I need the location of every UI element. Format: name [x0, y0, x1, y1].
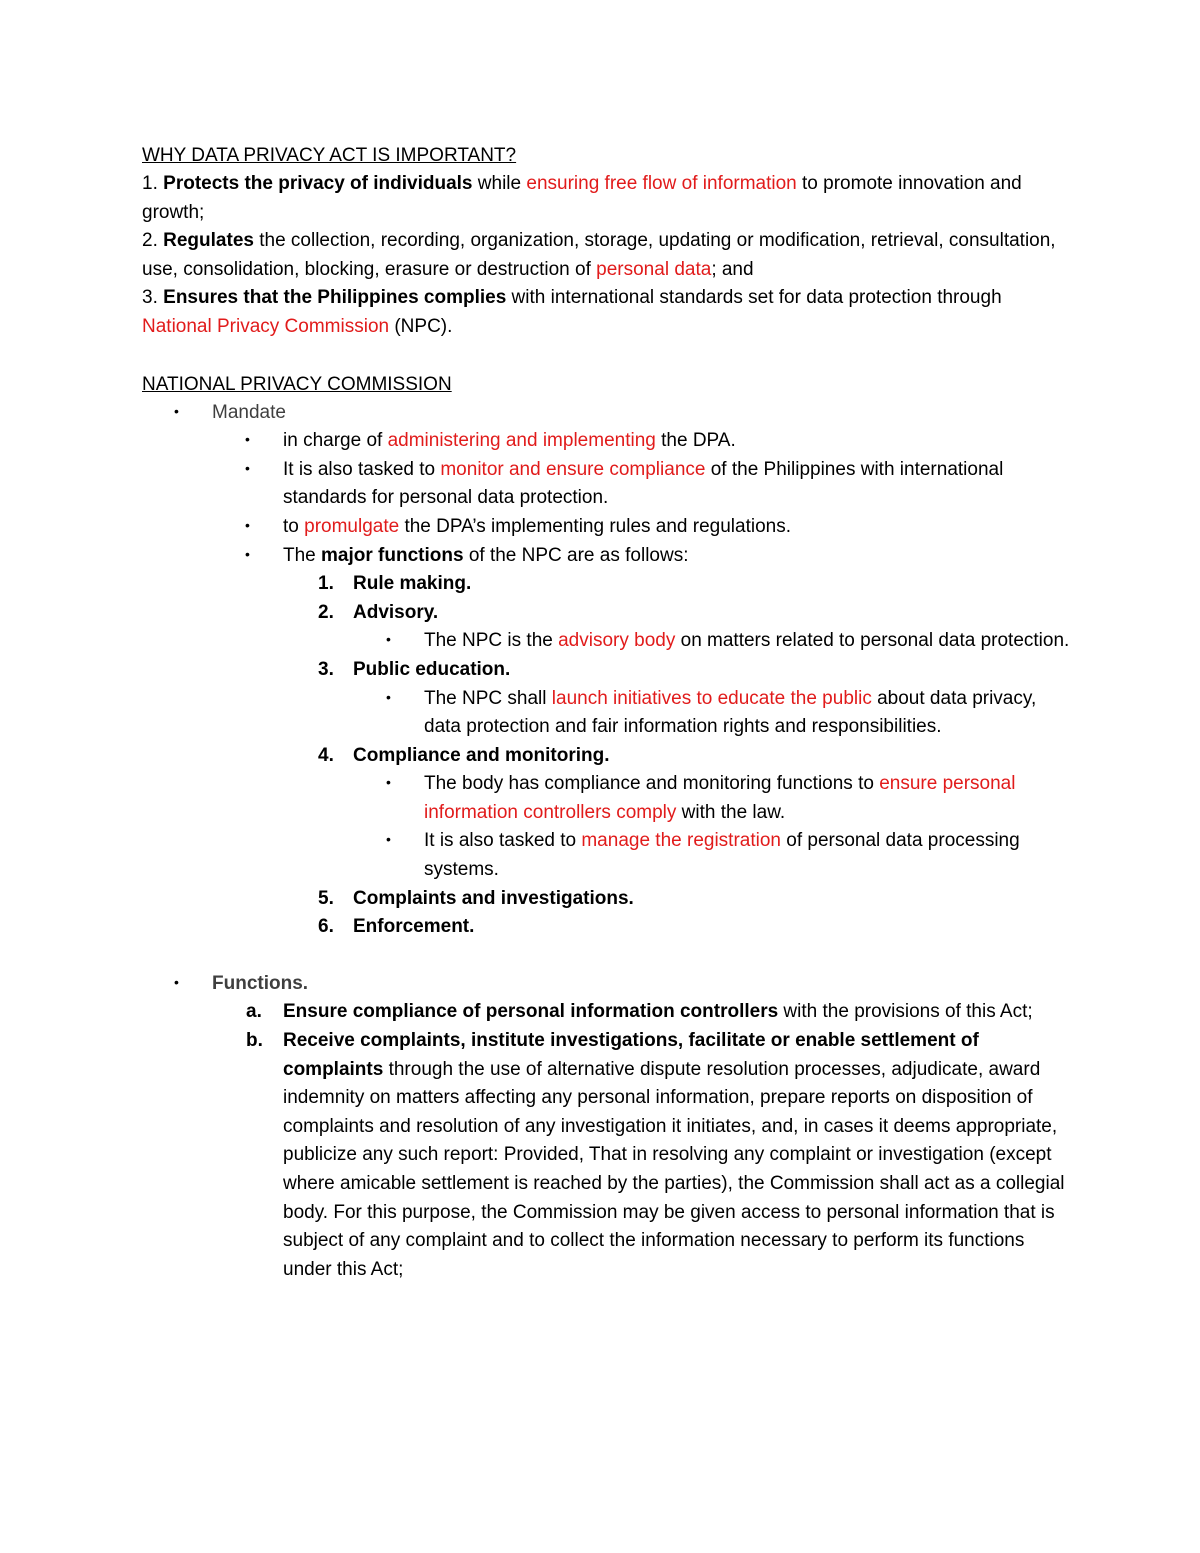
document-page: [142, 141, 1072, 1284]
function-5: 5. Complaints and investigations.: [318, 887, 634, 909]
bullet-icon: •: [386, 831, 391, 848]
bullet-icon: •: [245, 545, 250, 562]
importance-item-1: 1. Protects the privacy of individuals while ensuring free flow of information to promote innovation and growth;: [142, 173, 1022, 223]
bullet-icon: •: [174, 402, 179, 419]
function-3-bullet: • The NPC shall launch initiatives to educate the public about data privacy, data protection and fair information rights and responsibilities.: [142, 685, 1072, 742]
mandate-bullet-3: • to promulgate the DPA’s implementing rules and regulations.: [142, 513, 1072, 542]
functions-item: • Functions.: [142, 970, 1072, 999]
importance-item-2: 2. Regulates the collection, recording, organization, storage, updating or modification, retrieval, consultation, use, consolidation, blocking, erasure or destruction of personal data; and: [142, 230, 1056, 280]
functions-item-b: b. Receive complaints, institute investigations, facilitate or enable settlement of complaints through the use of alternative dispute resolution processes, adjudicate, award indemnity on matters affecting any personal information, prepare reports on disposition of complaints and resolution of any investigation it initiates, and, in cases it deems appropriate, publicize any such report: Provided, That in resolving any complaint or investigation (except where amicable settlement is reached by the parties), the Commission shall act as a collegial body. For this purpose, the Commission may be given access to personal information that is subject of any complaint and to collect the information necessary to perform its functions under this Act;: [246, 1030, 1065, 1280]
importance-item-3: 3. Ensures that the Philippines complies with international standards set for data protection through National Privacy Commission (NPC).: [142, 287, 1002, 337]
bullet-icon: •: [245, 431, 250, 448]
function-4-bullet-1: • The body has compliance and monitoring functions to ensure personal information controllers comply with the law.: [142, 770, 1072, 827]
functions-item-a: a. Ensure compliance of personal information controllers with the provisions of this Act;: [246, 1001, 1033, 1023]
section-heading-npc: NATIONAL PRIVACY COMMISSION: [142, 373, 452, 395]
bullet-icon: •: [245, 516, 250, 533]
mandate-bullet-2: • It is also tasked to monitor and ensure compliance of the Philippines with international standards for personal data protection.: [142, 456, 1072, 513]
bullet-icon: •: [386, 688, 391, 705]
function-2: 2. Advisory.: [318, 601, 439, 623]
function-3: 3. Public education.: [318, 658, 511, 680]
mandate-item: • Mandate: [142, 399, 1072, 428]
section-heading-why: WHY DATA PRIVACY ACT IS IMPORTANT?: [142, 145, 517, 166]
function-6: 6. Enforcement.: [318, 916, 475, 938]
function-2-bullet: • The NPC is the advisory body on matters related to personal data protection.: [142, 627, 1072, 656]
bullet-icon: •: [174, 973, 179, 990]
function-4: 4. Compliance and monitoring.: [318, 744, 610, 766]
bullet-icon: •: [245, 459, 250, 476]
bullet-icon: •: [386, 774, 391, 791]
bullet-icon: •: [386, 631, 391, 648]
function-4-bullet-2: • It is also tasked to manage the registration of personal data processing systems.: [142, 827, 1072, 884]
mandate-bullet-4: • The major functions of the NPC are as follows:: [142, 542, 1072, 571]
mandate-bullet-1: • in charge of administering and implementing the DPA.: [142, 427, 1072, 456]
function-1: 1. Rule making.: [318, 573, 472, 595]
